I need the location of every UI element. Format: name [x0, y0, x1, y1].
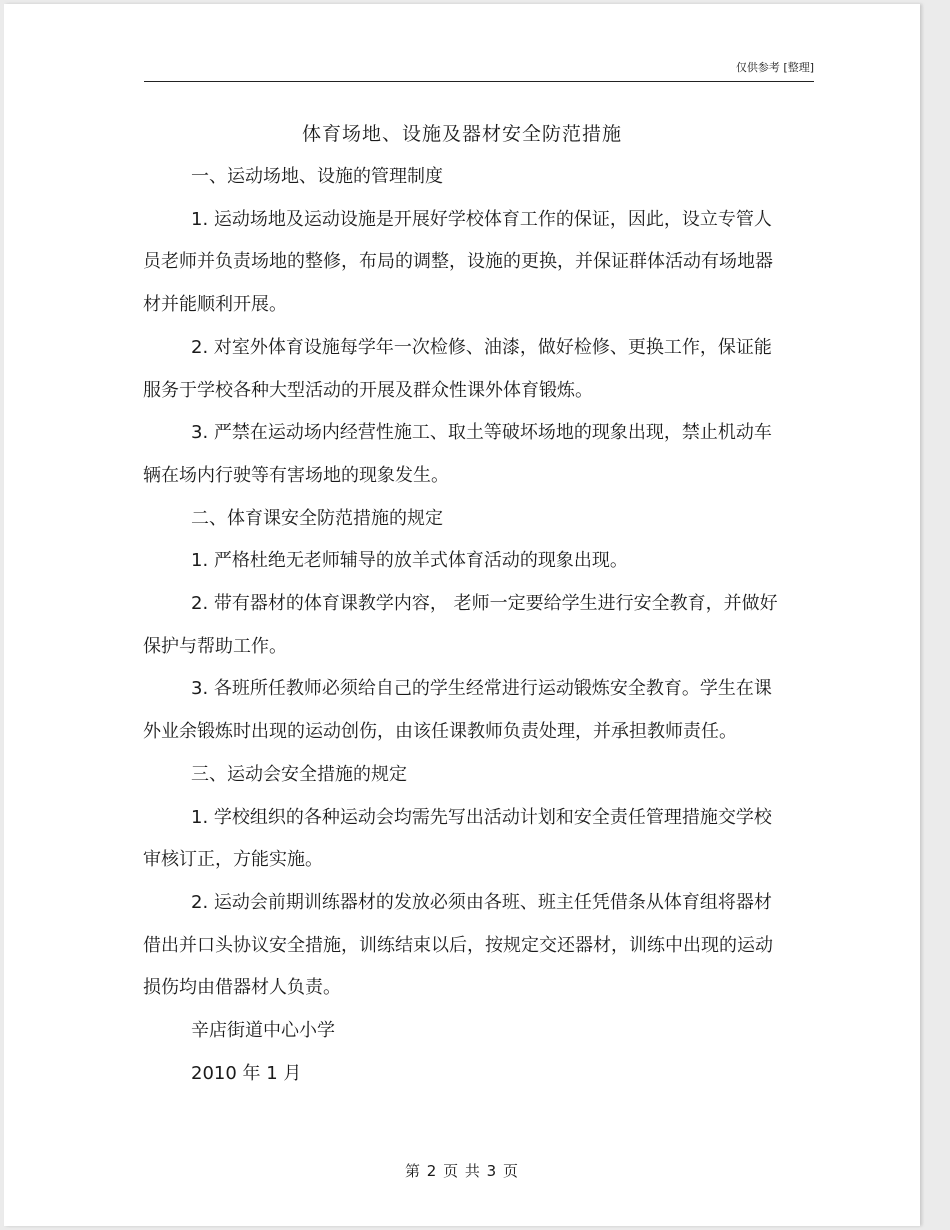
paragraph: 2. 运动会前期训练器材的发放必须由各班、班主任凭借条从体育组将器材借出并口头协议安全措施，训练结束以后，按规定交还器材，训练中出现的运动损伤均由借器材人负责。 [143, 891, 773, 999]
signature-organization: 辛店街道中心小学 [191, 1020, 335, 1042]
paragraph: 1. 运动场地及运动设施是开展好学校体育工作的保证，因此，设立专管人员老师并负责场地的整修，布局的调整，设施的更换，并保证群体活动有场地器材并能顺利开展。 [143, 208, 773, 316]
paragraph: 1. 学校组织的各种运动会均需先写出活动计划和安全责任管理措施交学校审核订正，方能实施。 [143, 806, 772, 871]
page-header [144, 59, 814, 82]
signature-date: 2010 年 1 月 [191, 1062, 302, 1084]
paragraph: 3. 各班所任教师必须给自己的学生经常进行运动锻炼安全教育。学生在课外业余锻炼时出现的运动创伤，由该任课教师负责处理，并承担教师责任。 [143, 678, 772, 743]
paragraph: 2. 对室外体育设施每学年一次检修、油漆，做好检修、更换工作，保证能服务于学校各种大型活动的开展及群众性课外体育锻炼。 [143, 336, 772, 401]
section-heading: 一、运动场地、设施的管理制度 [191, 166, 443, 187]
document-body [143, 156, 783, 1095]
paragraph: 3. 严禁在运动场内经营性施工、取土等破坏场地的现象出现，禁止机动车辆在场内行驶等有害场地的现象发生。 [143, 422, 772, 486]
section-heading: 三、运动会安全措施的规定 [191, 763, 407, 785]
page-number: 第 2 页 共 3 页 [405, 1162, 519, 1180]
document-page [4, 4, 920, 1226]
section-heading: 二、体育课安全防范措施的规定 [191, 507, 443, 529]
paragraph: 2. 带有器材的体育课教学内容， 老师一定要给学生进行安全教育，并做好保护与帮助工作。 [143, 593, 778, 657]
document-title: 体育场地、设施及器材安全防范措施 [301, 123, 622, 145]
paragraph: 1. 严格杜绝无老师辅导的放羊式体育活动的现象出现。 [191, 550, 628, 572]
header-note: 仅供参考 [整理] [735, 61, 814, 74]
